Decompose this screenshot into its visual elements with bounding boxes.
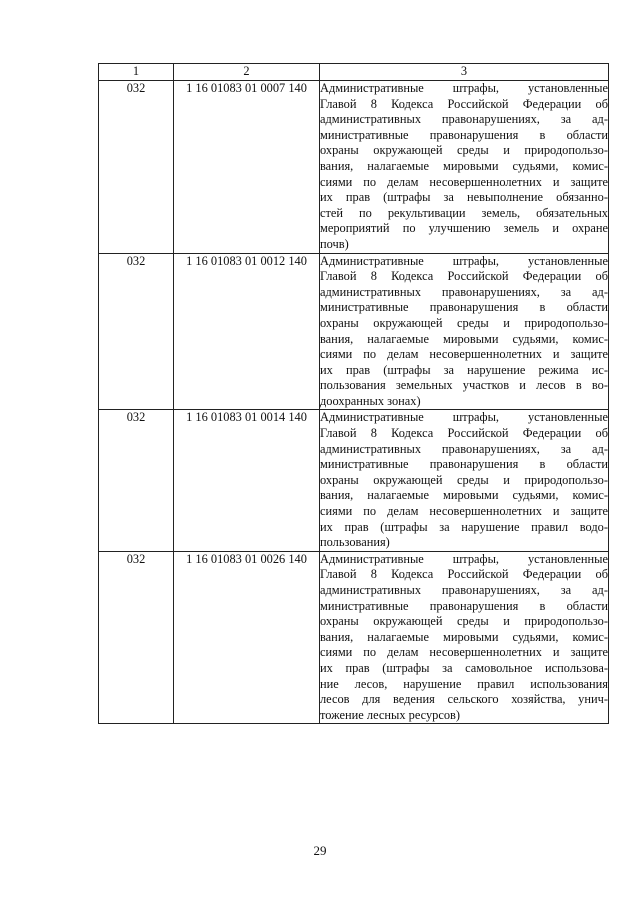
description-line: их прав (штрафы за самовольное использова- [320,660,608,675]
description-line: мероприятий по улучшению земель и охране [320,221,608,236]
admin-code-cell: 032 [99,81,174,254]
description-line: почв) [320,236,349,251]
header-column-1: 1 [99,64,174,81]
description-line: лесов для ведения сельского хозяйства, унич- [320,692,608,707]
description-line: Главой 8 Кодекса Российской Федерации об [320,567,608,582]
description-line: министративные правонарушения в области [320,598,608,613]
description-line: охраны окружающей среды и природопользо- [320,472,608,487]
description-line: вания, налагаемые мировыми судьями, комис- [320,488,608,503]
description-line: Главой 8 Кодекса Российской Федерации об [320,426,608,441]
table-body [99,81,609,724]
header-column-3: 3 [320,64,609,81]
description-line: министративные правонарушения в области [320,127,608,142]
description-line: Главой 8 Кодекса Российской Федерации об [320,96,608,111]
description-line: министративные правонарушения в области [320,300,608,315]
budget-code-cell: 1 16 01083 01 0014 140 [174,410,320,551]
description-line: Административные штрафы, установленные [320,410,608,425]
description-cell [320,551,609,724]
description-cell [320,410,609,551]
description-line: административных правонарушениях, за ад- [320,112,608,127]
description-line: административных правонарушениях, за ад- [320,583,608,597]
budget-code-cell: 1 16 01083 01 0012 140 [174,253,320,410]
description-line: их прав (штрафы за нарушение правил водо- [320,519,608,534]
description-line: их прав (штрафы за невыполнение обязанно- [320,190,608,205]
description-line: сиями по делам несовершеннолетних и защите [320,347,608,362]
description-line: Административные штрафы, установленные [320,253,608,268]
table-row [99,551,609,724]
description-line: вания, налагаемые мировыми судьями, комис- [320,629,608,644]
table-row [99,81,609,254]
table-row [99,253,609,410]
description-line: стей по рекультивации земель, обязательных [320,205,608,220]
description-line: охраны окружающей среды и природопользо- [320,614,608,629]
description-line: доохранных зонах) [320,393,421,408]
description-line: пользования) [320,535,390,550]
description-line: вания, налагаемые мировыми судьями, комис- [320,158,608,173]
description-line: вания, налагаемые мировыми судьями, комис- [320,331,608,346]
budget-code-cell: 1 16 01083 01 0026 140 [174,551,320,724]
description-line: административных правонарушениях, за ад- [320,441,608,456]
description-line: пользования земельных участков и лесов в во- [320,378,608,393]
page-number: 29 [313,843,327,858]
table-row [99,410,609,551]
description-line: охраны окружающей среды и природопользо- [320,315,608,330]
description-line: охраны окружающей среды и природопользо- [320,143,608,158]
description-line: министративные правонарушения в области [320,457,608,472]
admin-code-cell: 032 [99,551,174,724]
admin-code-cell: 032 [99,253,174,410]
description-line: тожение лесных ресурсов) [320,707,461,722]
description-line: ние лесов, нарушение правил использования [320,676,608,691]
description-cell [320,81,609,254]
document-table [98,63,609,724]
budget-code-cell: 1 16 01083 01 0007 140 [174,81,320,254]
description-line: Административные штрафы, установленные [320,81,608,95]
description-line: Административные штрафы, установленные [320,551,608,566]
description-line: административных правонарушениях, за ад- [320,284,608,299]
description-line: сиями по делам несовершеннолетних и защите [320,645,608,660]
header-column-2: 2 [174,64,320,81]
description-line: сиями по делам несовершеннолетних и защите [320,174,608,189]
table-header [99,64,609,81]
description-line: их прав (штрафы за нарушение режима ис- [320,362,608,377]
header-row [99,64,609,81]
description-line: Главой 8 Кодекса Российской Федерации об [320,269,608,284]
description-cell [320,253,609,410]
description-line: сиями по делам несовершеннолетних и защите [320,504,608,519]
admin-code-cell: 032 [99,410,174,551]
